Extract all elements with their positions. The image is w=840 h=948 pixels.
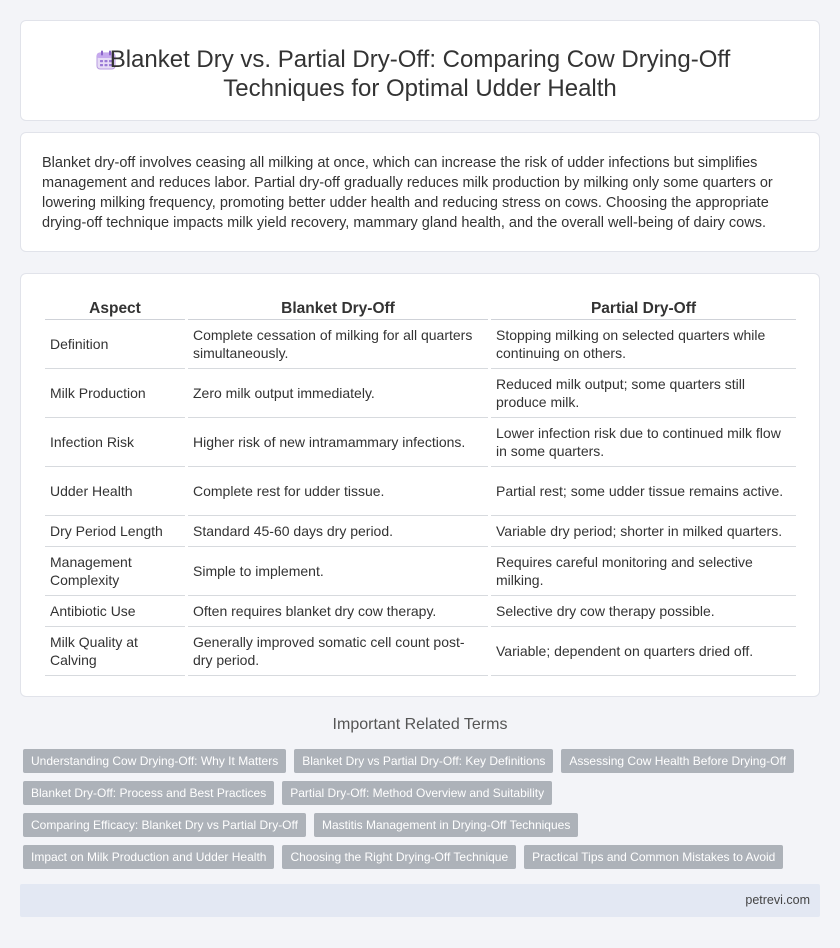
related-terms-list	[23, 749, 803, 877]
related-term-chip[interactable]: Blanket Dry-Off: Process and Best Practices	[23, 781, 274, 805]
aspect-cell: Definition	[45, 320, 185, 369]
related-term-chip[interactable]: Blanket Dry vs Partial Dry-Off: Key Definitions	[294, 749, 553, 773]
related-term-chip[interactable]: Mastitis Management in Drying-Off Techniques	[314, 813, 578, 837]
table-row	[45, 418, 796, 467]
table-row	[45, 369, 796, 418]
table-header-row	[45, 294, 796, 320]
aspect-cell: Infection Risk	[45, 418, 185, 467]
partial-cell: Lower infection risk due to continued milk flow in some quarters.	[491, 418, 796, 467]
related-term-chip[interactable]: Partial Dry-Off: Method Overview and Suitability	[282, 781, 552, 805]
footer-site-link[interactable]: petrevi.com	[745, 893, 810, 907]
related-term-chip[interactable]: Impact on Milk Production and Udder Health	[23, 845, 274, 869]
blanket-cell: Higher risk of new intramammary infections.	[188, 418, 488, 467]
aspect-cell: Milk Quality at Calving	[45, 627, 185, 676]
table-row	[45, 596, 796, 627]
table-row	[45, 467, 796, 516]
partial-cell: Selective dry cow therapy possible.	[491, 596, 796, 627]
partial-cell: Variable dry period; shorter in milked quarters.	[491, 516, 796, 547]
related-terms-heading: Important Related Terms	[332, 716, 508, 733]
table-row	[45, 547, 796, 596]
related-term-chip[interactable]: Choosing the Right Drying-Off Technique	[282, 845, 516, 869]
table-row	[45, 627, 796, 676]
blanket-cell: Often requires blanket dry cow therapy.	[188, 596, 488, 627]
aspect-cell: Management Complexity	[45, 547, 185, 596]
column-header-blanket: Blanket Dry-Off	[188, 294, 488, 320]
aspect-cell: Dry Period Length	[45, 516, 185, 547]
intro-paragraph: Blanket dry-off involves ceasing all milking at once, which can increase the risk of udder infections but simplifies management and reduces labor. Partial dry-off gradually reduces milk production by milking only some quarters or lowering milking frequency, promoting better udder health and reducing stress on cows. Choosing the appropriate drying-off technique impacts milk yield recovery, mammary gland health, and the overall well-being of dairy cows.	[42, 155, 773, 231]
related-term-chip[interactable]: Understanding Cow Drying-Off: Why It Matters	[23, 749, 286, 773]
comparison-table	[42, 294, 799, 676]
partial-cell: Reduced milk output; some quarters still produce milk.	[491, 369, 796, 418]
related-term-chip[interactable]: Practical Tips and Common Mistakes to Avoid	[524, 845, 783, 869]
blanket-cell: Standard 45-60 days dry period.	[188, 516, 488, 547]
title-card	[20, 20, 820, 121]
blanket-cell: Complete rest for udder tissue.	[188, 467, 488, 516]
related-term-chip[interactable]: Assessing Cow Health Before Drying-Off	[561, 749, 794, 773]
related-term-chip[interactable]: Comparing Efficacy: Blanket Dry vs Partial Dry-Off	[23, 813, 306, 837]
table-row	[45, 320, 796, 369]
comparison-table-card	[20, 273, 820, 697]
aspect-cell: Milk Production	[45, 369, 185, 418]
aspect-cell: Antibiotic Use	[45, 596, 185, 627]
partial-cell: Requires careful monitoring and selective milking.	[491, 547, 796, 596]
partial-cell: Stopping milking on selected quarters while continuing on others.	[491, 320, 796, 369]
column-header-aspect: Aspect	[45, 294, 185, 320]
column-header-partial: Partial Dry-Off	[491, 294, 796, 320]
aspect-cell: Udder Health	[45, 467, 185, 516]
blanket-cell: Complete cessation of milking for all quarters simultaneously.	[188, 320, 488, 369]
blanket-cell: Zero milk output immediately.	[188, 369, 488, 418]
blanket-cell: Simple to implement.	[188, 547, 488, 596]
blanket-cell: Generally improved somatic cell count post-dry period.	[188, 627, 488, 676]
intro-card	[20, 132, 820, 252]
table-row	[45, 516, 796, 547]
page-title: Blanket Dry vs. Partial Dry-Off: Comparing Cow Drying-Off Techniques for Optimal Udder Health	[109, 46, 731, 102]
footer	[20, 884, 820, 917]
partial-cell: Variable; dependent on quarters dried off.	[491, 627, 796, 676]
partial-cell: Partial rest; some udder tissue remains active.	[491, 467, 796, 516]
